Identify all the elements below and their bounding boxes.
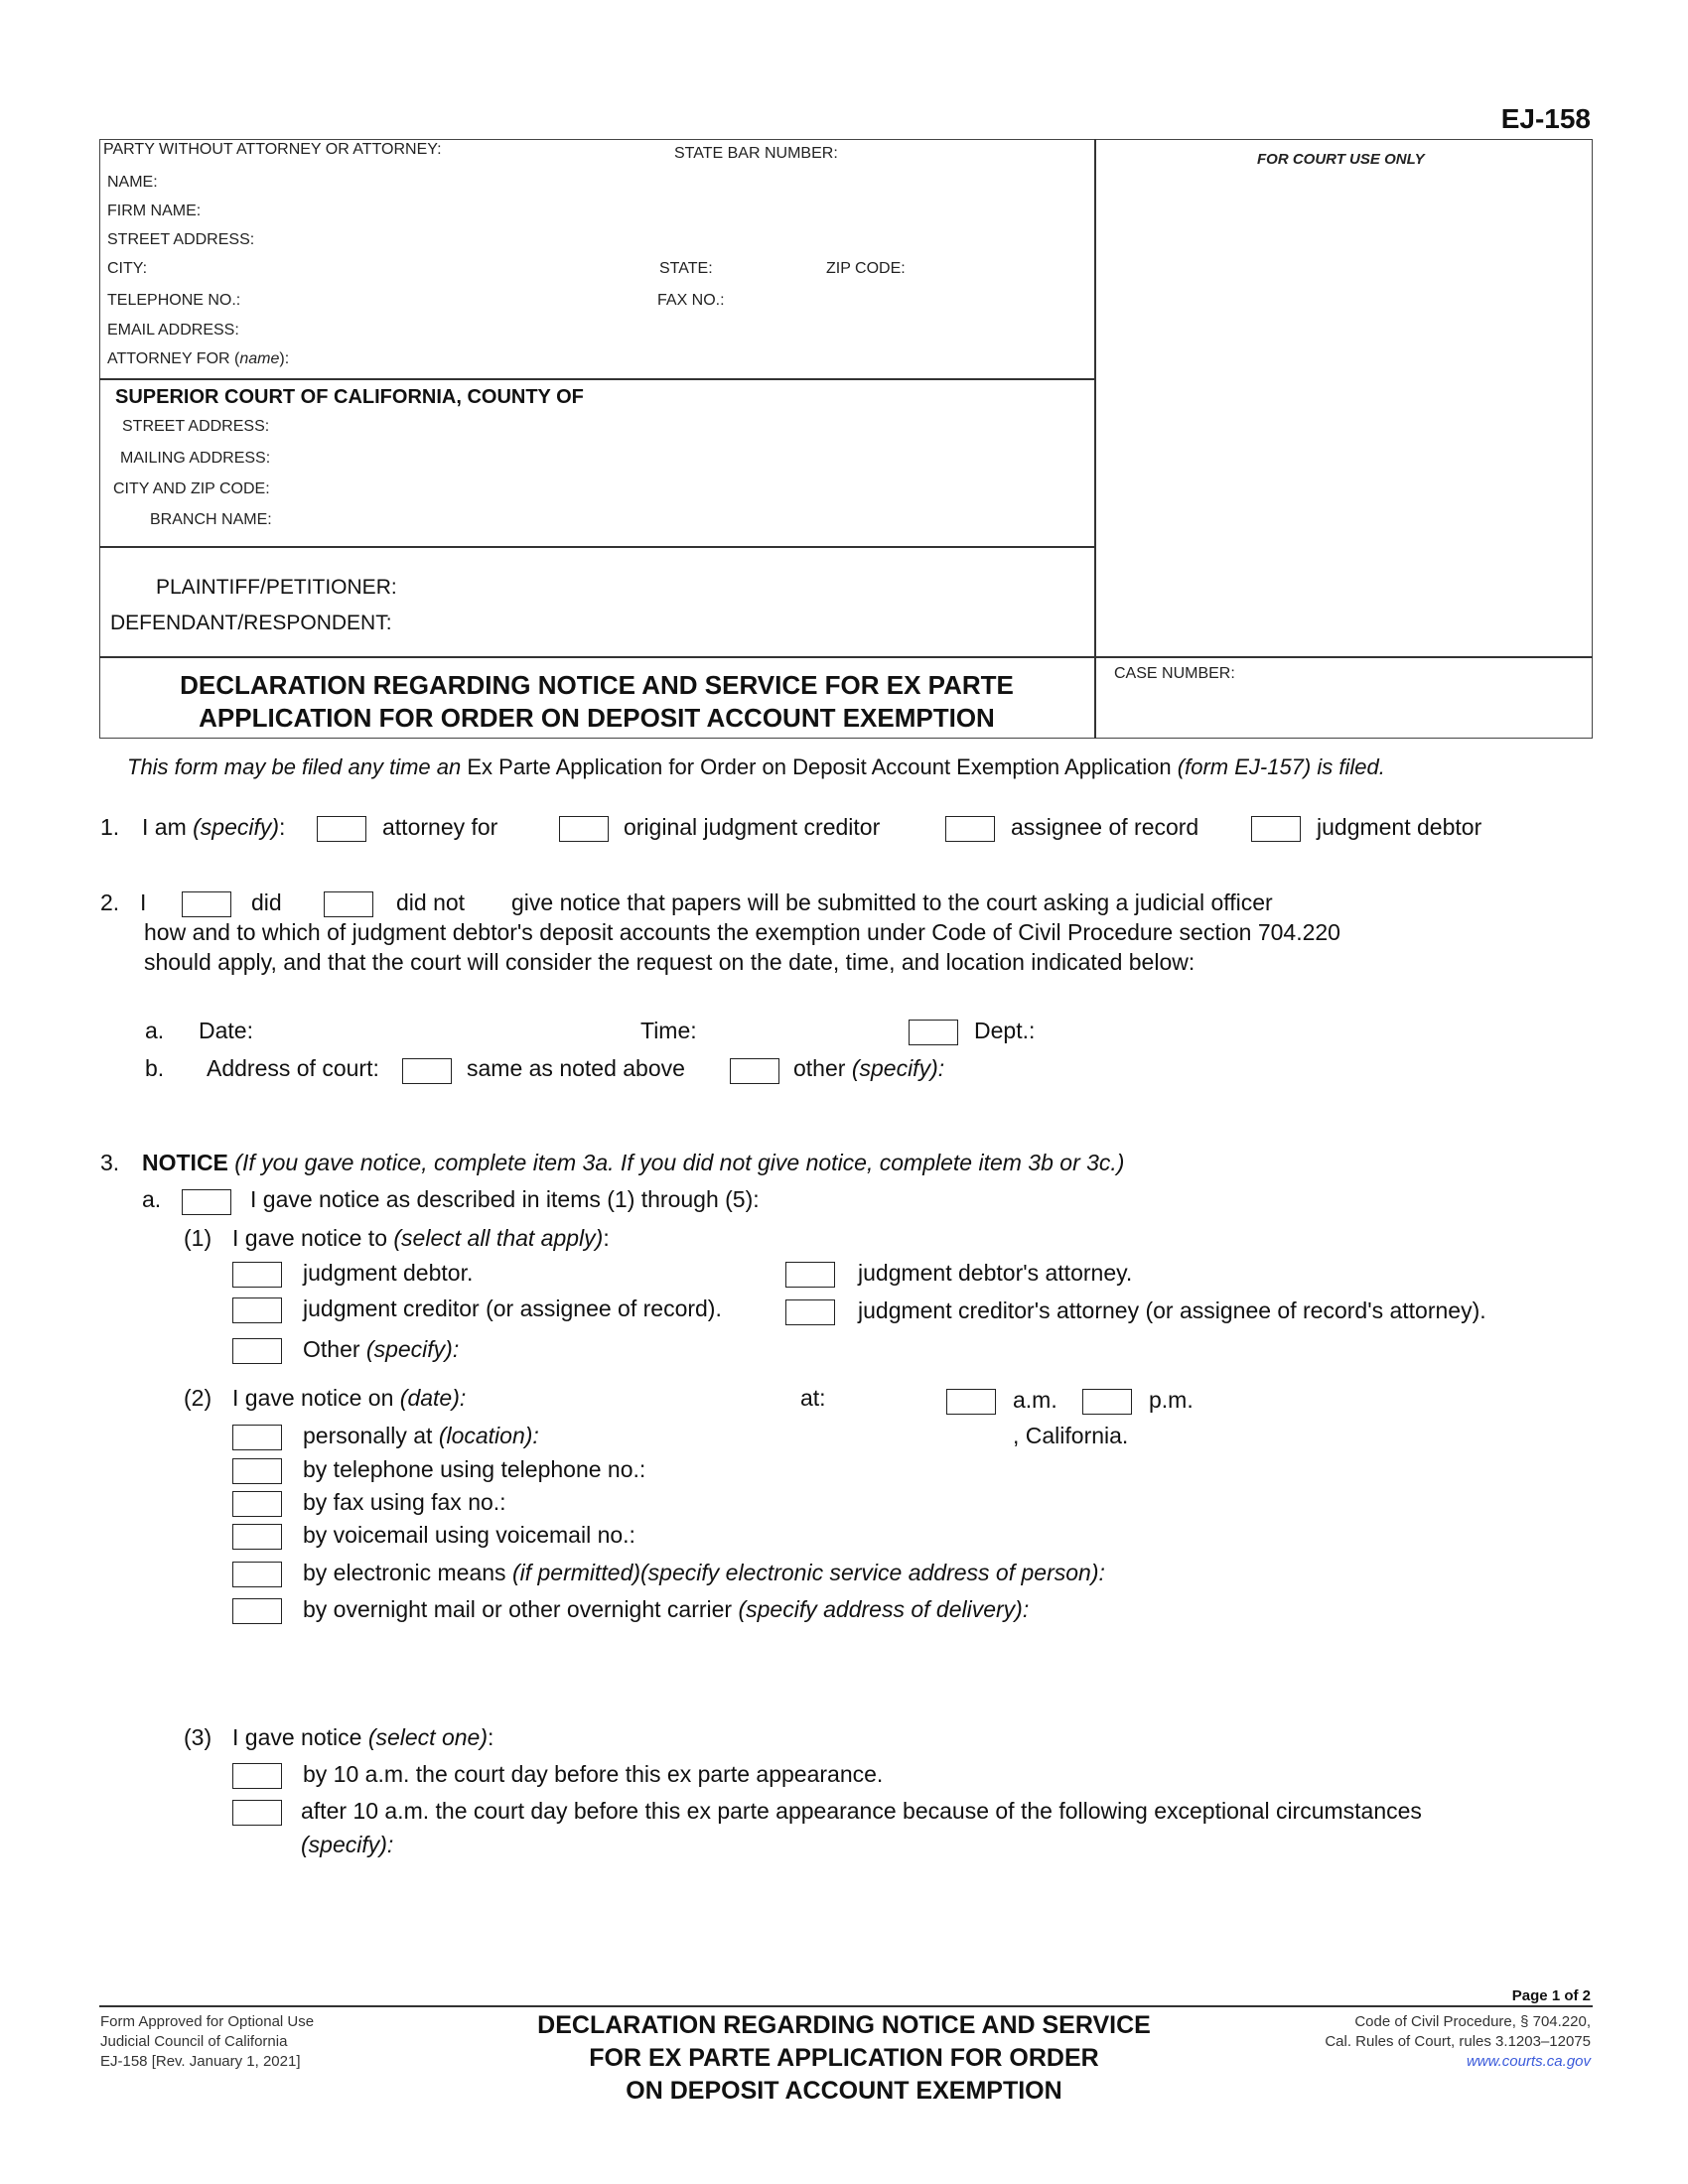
fax-option: by fax using fax no.: [303,1489,506,1515]
other-address-checkbox[interactable] [730,1058,779,1084]
notice-jc-option: judgment creditor (or assignee of record). [303,1296,722,1321]
other-address-option: other (specify): [793,1055,945,1081]
judgment-debtor-checkbox[interactable] [1251,816,1301,842]
item1-lead: I am (specify): [142,814,286,840]
original-creditor-checkbox[interactable] [559,816,609,842]
gave-notice-text: I gave notice as described in items (1) through (5): [250,1186,760,1212]
dept-label: Dept.: [974,1018,1036,1043]
attorney-for-label: ATTORNEY FOR (name): [107,350,290,367]
sub1-number: (1) [184,1225,212,1251]
sub2-text: I gave notice on (date): [232,1385,467,1411]
original-creditor-option: original judgment creditor [624,814,881,840]
date-label: Date: [199,1018,253,1043]
case-number-label: CASE NUMBER: [1114,665,1235,682]
personally-option: personally at (location): [303,1423,539,1448]
notice-other-option: Other (specify): [303,1336,460,1362]
notice-jca-checkbox[interactable] [785,1299,835,1325]
address-label: Address of court: [207,1055,379,1081]
electronic-checkbox[interactable] [232,1562,282,1587]
telephone-option: by telephone using telephone no.: [303,1456,646,1482]
am-checkbox[interactable] [946,1389,996,1415]
court-use-divider [1094,139,1096,739]
form-id: EJ-158 [1500,103,1591,134]
notice-jca-option: judgment creditor's attorney (or assignee of record's attorney). [858,1297,1486,1323]
item1-number: 1. [100,814,120,840]
court-branch-label: BRANCH NAME: [150,511,272,528]
electronic-option: by electronic means (if permitted)(specify electronic service address of person): [303,1560,1105,1585]
item2-number: 2. [100,889,120,915]
street-label: STREET ADDRESS: [107,231,255,248]
voicemail-option: by voicemail using voicemail no.: [303,1522,635,1548]
sub3-text: I gave notice (select one): [232,1724,494,1750]
voicemail-checkbox[interactable] [232,1524,282,1550]
item2-line2: how and to which of judgment debtor's deposit accounts the exemption under Code of Civil Procedure section 704.220 [144,919,1340,945]
pm-label: p.m. [1149,1387,1194,1413]
notice-other-checkbox[interactable] [232,1338,282,1364]
same-address-checkbox[interactable] [402,1058,452,1084]
divider-court [99,378,1095,380]
court-mailing-label: MAILING ADDRESS: [120,450,271,467]
notice-heading: NOTICE (If you gave notice, complete item 3a. If you did not give notice, complete item 3b or 3c.) [142,1150,1125,1175]
item2-line1: give notice that papers will be submitted to the court asking a judicial officer [511,889,1273,915]
item2a-letter: a. [145,1018,165,1043]
plaintiff-label: PLAINTIFF/PETITIONER: [156,576,397,599]
california-label: , California. [1013,1423,1129,1448]
fax-label: FAX NO.: [657,292,725,309]
item2b-letter: b. [145,1055,165,1081]
city-label: CITY: [107,260,148,277]
intro-text: This form may be filed any time an Ex Parte Application for Order on Deposit Account Exemption Application (form EJ-157) is filed. [127,754,1385,779]
did-not-checkbox[interactable] [324,891,373,917]
did-label: did [251,889,282,915]
did-not-label: did not [396,889,466,915]
before10-checkbox[interactable] [232,1763,282,1789]
sub2-number: (2) [184,1385,212,1411]
sub3-number: (3) [184,1724,212,1750]
notice-jda-option: judgment debtor's attorney. [858,1260,1133,1286]
state-bar-label: STATE BAR NUMBER: [674,145,838,162]
time-label: Time: [640,1018,697,1043]
page-number: Page 1 of 2 [1511,1987,1591,2004]
court-use-label: FOR COURT USE ONLY [1257,151,1425,168]
item2-i: I [140,889,147,915]
email-label: EMAIL ADDRESS: [107,322,239,339]
sub1-text: I gave notice to (select all that apply): [232,1225,610,1251]
at-label: at: [800,1385,826,1411]
before10-option: by 10 a.m. the court day before this ex parte appearance. [303,1761,884,1787]
personally-checkbox[interactable] [232,1425,282,1450]
assignee-checkbox[interactable] [945,816,995,842]
footer-title: DECLARATION REGARDING NOTICE AND SERVICE FOR EX PARTE APPLICATION FOR ORDER ON DEPOSIT ACCOUNT EXEMPTION [537,2011,1151,2105]
fax-checkbox[interactable] [232,1491,282,1517]
notice-jc-checkbox[interactable] [232,1297,282,1323]
divider-title [99,656,1593,658]
attorney-for-option: attorney for [382,814,498,840]
notice-jd-option: judgment debtor. [303,1260,474,1286]
did-checkbox[interactable] [182,891,231,917]
divider-parties [99,546,1095,548]
after10-specify: (specify): [301,1832,394,1857]
after10-checkbox[interactable] [232,1800,282,1826]
court-title: SUPERIOR COURT OF CALIFORNIA, COUNTY OF [115,386,584,408]
approved-block: Form Approved for Optional Use Judicial Council of California EJ-158 [Rev. January 1, 2021] [100,2013,315,2070]
notice-jda-checkbox[interactable] [785,1262,835,1288]
attorney-for-checkbox[interactable] [317,816,366,842]
phone-label: TELEPHONE NO.: [107,292,241,309]
notice-jd-checkbox[interactable] [232,1262,282,1288]
assignee-option: assignee of record [1011,814,1199,840]
defendant-label: DEFENDANT/RESPONDENT: [110,612,392,634]
overnight-option: by overnight mail or other overnight carrier (specify address of delivery): [303,1596,1030,1622]
name-label: NAME: [107,174,158,191]
judgment-debtor-option: judgment debtor [1317,814,1482,840]
firm-label: FIRM NAME: [107,203,202,219]
after10-option: after 10 a.m. the court day before this ex parte appearance because of the following exceptional circumstances [301,1798,1422,1824]
code-block: Code of Civil Procedure, § 704.220, Cal. Rules of Court, rules 3.1203–12075 www.courts.ca.gov [1325,2013,1591,2070]
item2-line3: should apply, and that the court will consider the request on the date, time, and location indicated below: [144,949,1196,975]
gave-notice-checkbox[interactable] [182,1189,231,1215]
am-label: a.m. [1013,1387,1057,1413]
court-city-zip-label: CITY AND ZIP CODE: [113,480,270,497]
courts-link[interactable]: www.courts.ca.gov [1466,2053,1591,2070]
party-label: PARTY WITHOUT ATTORNEY OR ATTORNEY: [103,141,442,158]
same-address-option: same as noted above [467,1055,685,1081]
dept-checkbox[interactable] [909,1020,958,1045]
state-label: STATE: [659,260,713,277]
zip-label: ZIP CODE: [826,260,906,277]
item3-number: 3. [100,1150,120,1175]
telephone-checkbox[interactable] [232,1458,282,1484]
caption-box [99,139,1593,739]
court-street-label: STREET ADDRESS: [122,418,270,435]
overnight-checkbox[interactable] [232,1598,282,1624]
pm-checkbox[interactable] [1082,1389,1132,1415]
footer-rule [99,2005,1593,2007]
item3a-letter: a. [142,1186,162,1212]
form-title: DECLARATION REGARDING NOTICE AND SERVICE FOR EX PARTE APPLICATION FOR ORDER ON DEPOSIT ACCOUNT EXEMPTION [180,670,1014,733]
